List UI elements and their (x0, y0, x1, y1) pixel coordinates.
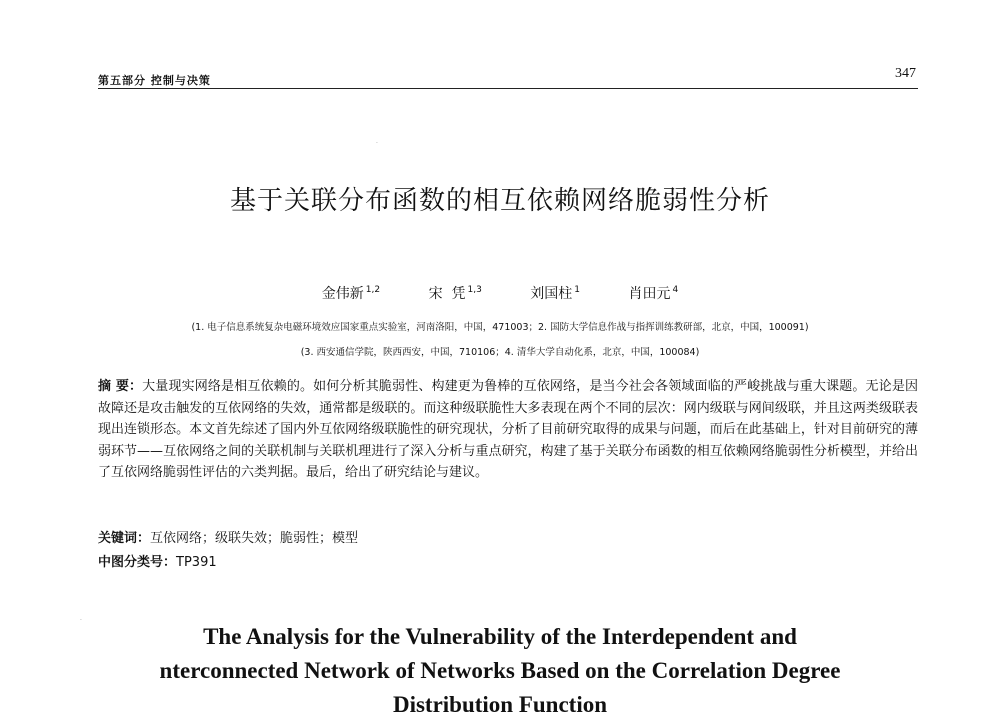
author-name: 金伟新 (321, 286, 364, 302)
abstract-label: 摘 要： (98, 379, 143, 394)
scan-speck: · (376, 140, 378, 147)
author-list (0, 283, 1000, 303)
author (530, 283, 580, 303)
author-affiliation-mark: 1 (574, 285, 580, 296)
scan-speck: · (80, 617, 82, 624)
abstract-text: 大量现实网络是相互依赖的。如何分析其脆弱性、构建更为鲁棒的互依网络，是当今社会各领域面临的严峻挑战与重大课题。无论是因故障还是攻击触发的互依网络的失效，通常都是级联的。而这种级联脆性大多表现在两个不同的层次：网内级联与网间级联，并且这两类级联表现出连锁形态。本文首先综述了国内外互依网络级联脆性的研究现状，分析了目前研究取得的成果与问题，而后在此基础上，针对目前研究的薄弱环节——互依网络之间的关联机制与关联机理进行了深入分析与重点研究，构建了基于关联分布函数的相互依赖网络脆弱性分析模型，并给出了互依网络脆弱性评估的六类判据。最后，给出了研究结论与建议。 (98, 379, 918, 480)
author-name: 肖田元 (628, 286, 671, 302)
abstract (98, 376, 918, 484)
author (429, 283, 482, 303)
keywords (98, 527, 918, 546)
classification-label: 中图分类号： (98, 555, 177, 570)
paper-title-chinese: 基于关联分布函数的相互依赖网络脆弱性分析 (229, 186, 770, 216)
author (322, 283, 380, 303)
affiliation-line-1: (1. 电子信息系统复杂电磁环境效应国家重点实验室，河南洛阳，中国，471003；2. 国防大学信息作战与指挥训练教研部，北京，中国，100091) (191, 322, 809, 333)
title-en-line-2: nterconnected Network of Networks Based on the Correlation Degree (159, 658, 841, 683)
keywords-label: 关键词： (98, 531, 151, 546)
author-affiliation-mark: 4 (672, 285, 679, 296)
classification-text: TP391 (176, 555, 217, 570)
author-name: 刘国柱 (530, 286, 573, 302)
header-section-title: 第五部分 控制与决策 (98, 74, 211, 87)
author (628, 283, 678, 303)
author-name: 宋 凭 (428, 286, 466, 302)
classification-number (98, 551, 918, 570)
author-affiliation-mark: 1,3 (467, 285, 482, 296)
affiliation-line-2: (3. 西安通信学院，陕西西安，中国，710106；4. 清华大学自动化系，北京，中国，100084) (300, 347, 700, 358)
running-header (98, 66, 918, 89)
paper-title-english (0, 620, 1000, 722)
keywords-text: 互依网络；级联失效；脆弱性；模型 (150, 531, 359, 546)
author-affiliation-mark: 1,2 (365, 285, 381, 296)
title-en-line-3: Distribution Function (392, 692, 608, 717)
title-en-line-1: The Analysis for the Vulnerability of the Interdependent and (203, 624, 797, 649)
page-number: 347 (895, 66, 916, 81)
